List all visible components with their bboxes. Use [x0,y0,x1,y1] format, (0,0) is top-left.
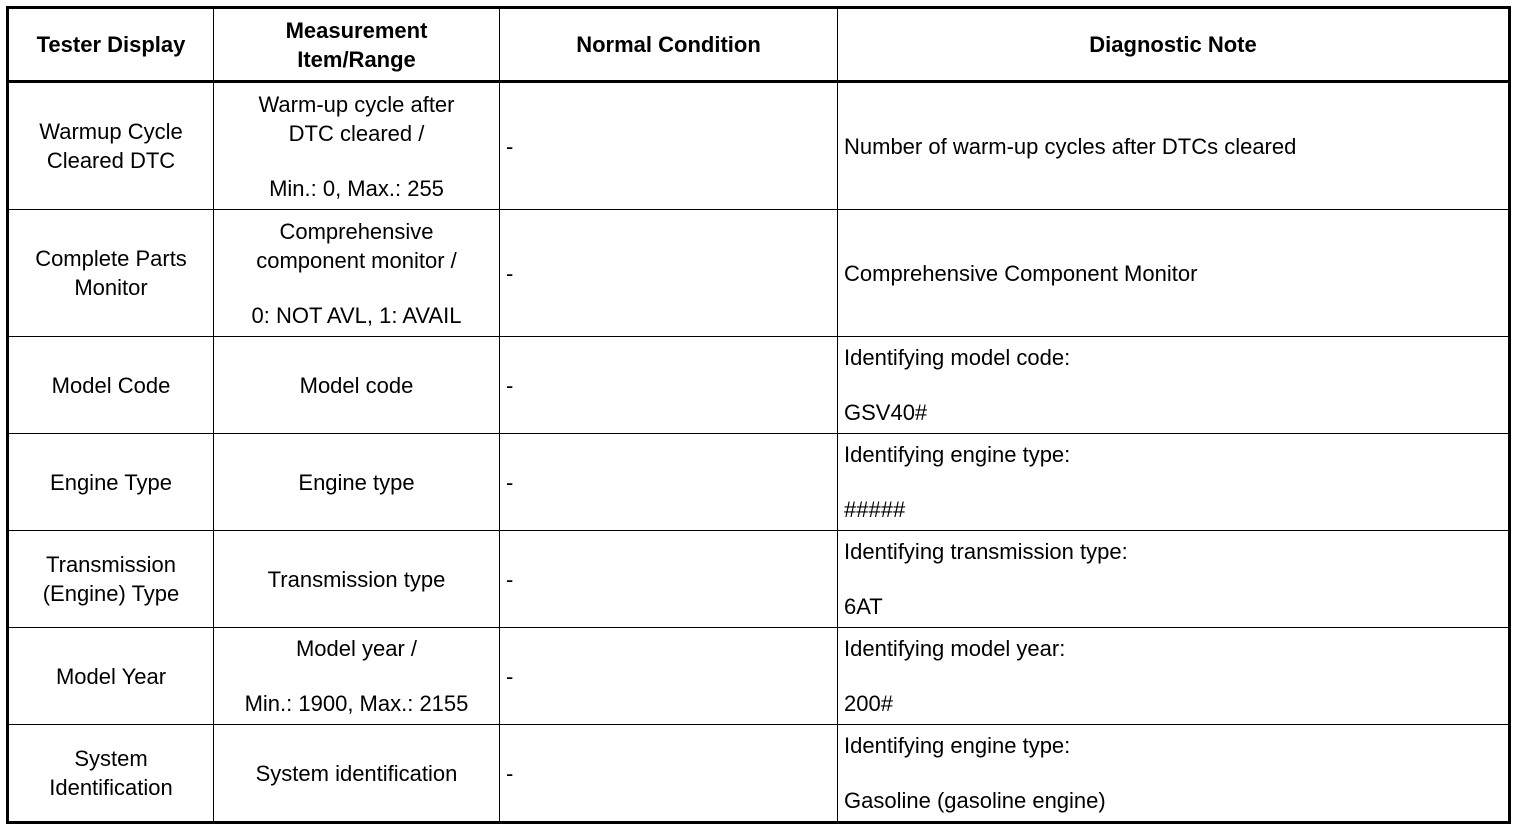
tester-display-cell [8,725,214,823]
diagnostic-note-value: 200# [844,691,893,716]
header-diagnostic-note: Diagnostic Note [838,8,1510,82]
table-row [8,725,1510,823]
diagnostic-note-heading: Identifying engine type: [844,442,1071,467]
normal-condition-cell: - [500,337,838,434]
tester-display-line: Transmission [46,552,176,577]
tester-display-cell [8,531,214,628]
measurement-line: Transmission type [267,566,446,592]
normal-condition-cell: - [500,210,838,337]
diagnostic-note-heading: Identifying engine type: [844,733,1071,758]
table-row [8,434,1510,531]
diagnostic-note-cell [838,82,1510,210]
measurement-cell [214,210,500,337]
measurement-line: System identification [255,760,458,786]
tester-display-line: Identification [49,775,173,800]
measurement-cell [214,531,500,628]
tester-display-line: Warmup Cycle [39,119,183,144]
header-normal-condition: Normal Condition [500,8,838,82]
tester-display-line: Complete Parts [35,246,187,271]
normal-condition-cell: - [500,434,838,531]
measurement-line: Model year / [295,636,418,661]
measurement-line: Warm-up cycle after [258,91,455,117]
measurement-cell [214,434,500,531]
diagnostic-note-value: Gasoline (gasoline engine) [844,788,1106,813]
normal-condition-cell: - [500,628,838,725]
table-row [8,82,1510,210]
diagnostic-note-value: 6AT [844,594,883,619]
table-row [8,210,1510,337]
measurement-cell [214,628,500,725]
tester-display-line: Cleared DTC [46,148,176,173]
diagnostic-note-text: Number of warm-up cycles after DTCs cleared [844,133,1297,159]
measurement-line: DTC cleared / [288,120,425,146]
tester-display-line: System [74,746,148,771]
diagnostic-note-text: Comprehensive Component Monitor [844,260,1198,286]
tester-display-line: Model Year [55,663,167,689]
measurement-range: Min.: 1900, Max.: 2155 [244,691,469,716]
measurement-cell [214,82,500,210]
tester-display-line: Model Code [51,372,171,398]
tester-display-line: (Engine) Type [42,581,180,606]
measurement-line: Model code [299,372,414,398]
header-row [8,8,1510,82]
measurement-line: Comprehensive [279,218,434,244]
diagnostic-note-heading: Identifying model code: [844,345,1071,370]
tester-display-cell [8,628,214,725]
diagnostic-note-cell [838,628,1510,725]
document-sheet [6,6,1508,824]
measurement-line: Engine type [298,469,415,495]
header-tester-display: Tester Display [8,8,214,82]
diagnostic-note-cell [838,531,1510,628]
tester-display-cell [8,434,214,531]
diagnostic-note-value: GSV40# [844,400,928,425]
tester-display-cell [8,337,214,434]
measurement-range: Min.: 0, Max.: 255 [269,175,444,201]
diagnostic-note-cell [838,210,1510,337]
table-row [8,628,1510,725]
table-row [8,531,1510,628]
measurement-cell [214,337,500,434]
measurement-range: 0: NOT AVL, 1: AVAIL [251,302,462,328]
table-row [8,337,1510,434]
diagnostic-note-value: ##### [844,497,906,522]
diagnostic-note-cell [838,337,1510,434]
header-measurement-line: Measurement [285,17,428,43]
diagnostic-note-cell [838,434,1510,531]
diagnostic-note-heading: Identifying transmission type: [844,539,1128,564]
diagnostic-note-heading: Identifying model year: [844,636,1066,661]
header-measurement-item-range [214,8,500,82]
normal-condition-cell: - [500,82,838,210]
measurement-line: component monitor / [256,247,457,273]
diagnostic-note-cell [838,725,1510,823]
tester-display-cell [8,82,214,210]
measurement-cell [214,725,500,823]
normal-condition-cell: - [500,725,838,823]
tester-display-cell [8,210,214,337]
tester-display-line: Engine Type [50,469,172,495]
data-list-table [6,6,1511,824]
header-measurement-line: Item/Range [297,46,416,72]
normal-condition-cell: - [500,531,838,628]
tester-display-line: Monitor [74,275,148,300]
